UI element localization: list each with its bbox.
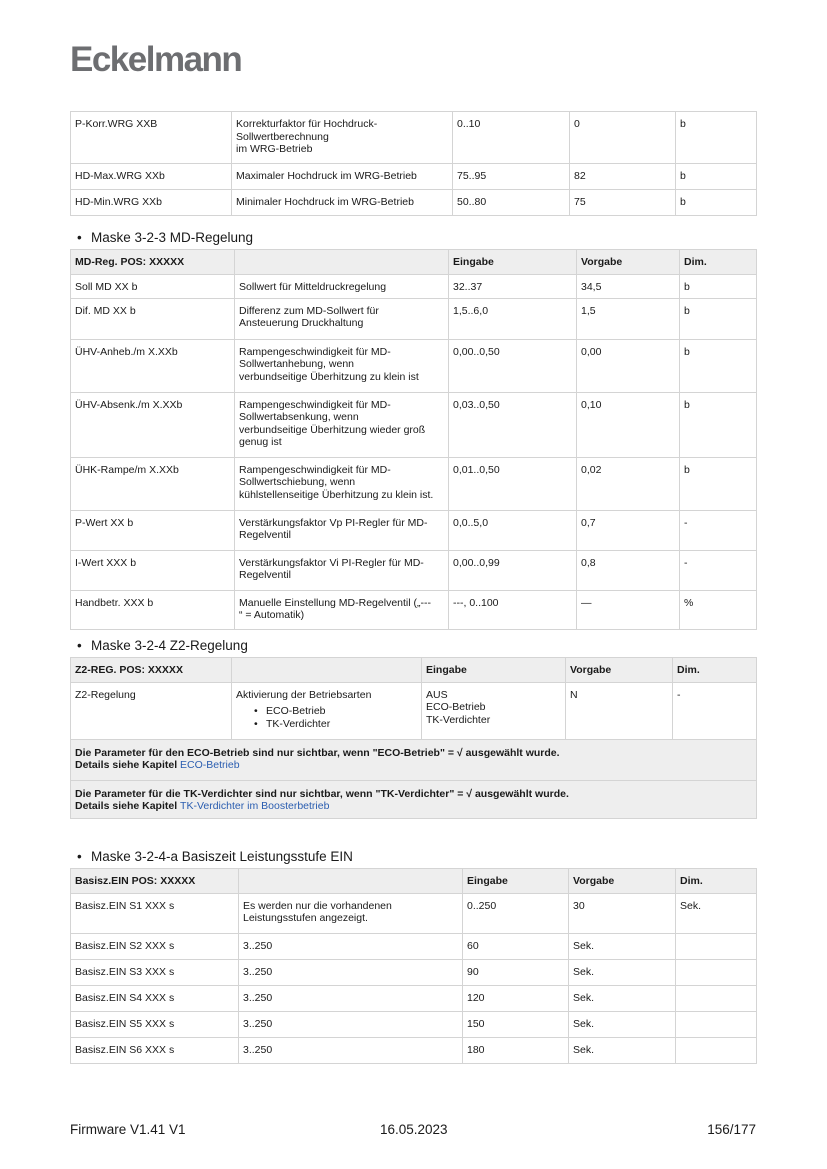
header-dim: Dim. [680,250,757,275]
section-heading-basisz: • Maske 3-2-4-a Basiszeit Leistungsstufe EIN [77,849,353,864]
param-name: HD-Max.WRG XXb [71,164,232,190]
param-dim [676,959,757,985]
table-row [71,682,757,739]
param-name: P-Wert XX b [71,510,235,550]
param-dim: - [680,510,757,550]
param-desc: 3..250 [239,933,463,959]
table-header-row [71,658,757,683]
param-desc: Rampengeschwindigkeit für MD- Sollwertanhebung, wenn verbundseitige Überhitzung zu klein ist [235,339,449,392]
note-cell [71,739,757,780]
section-title: Maske 3-2-3 MD-Regelung [91,230,254,245]
mode-list [236,705,417,730]
param-default: Sek. [569,985,676,1011]
param-name: Soll MD XX b [71,274,235,298]
param-dim: b [680,392,757,457]
param-dim: b [676,164,757,190]
table-row [71,550,757,590]
param-input: ---, 0..100 [449,590,577,629]
table-row [71,1037,757,1063]
param-default: 0,02 [577,457,680,510]
param-desc: Rampengeschwindigkeit für MD- Sollwertabsenkung, wenn verbundseitige Überhitzung wieder groß genug ist [235,392,449,457]
param-desc: Rampengeschwindigkeit für MD- Sollwertschiebung, wenn kühlstellenseitige Überhitzung zu klein ist. [235,457,449,510]
param-input: 32..37 [449,274,577,298]
footer-date: 16.05.2023 [380,1122,448,1137]
details-label: Details siehe Kapitel [75,800,178,812]
param-dim: b [680,339,757,392]
param-desc: Sollwert für Mitteldruckregelung [235,274,449,298]
table-row [71,164,757,190]
param-name: Basisz.EIN S4 XXX s [71,985,239,1011]
param-default: 0,10 [577,392,680,457]
param-input: 150 [463,1011,569,1037]
param-default: 30 [569,893,676,933]
table-header-row [71,250,757,275]
header-desc [235,250,449,275]
param-name: HD-Min.WRG XXb [71,190,232,216]
param-name: ÜHV-Anheb./m X.XXb [71,339,235,392]
footer-firmware: Firmware V1.41 V1 [70,1122,186,1137]
table-row [71,510,757,550]
note-text: Die Parameter für die TK-Verdichter sind nur sichtbar, wenn "TK-Verdichter" = √ ausgewählt wurde. [75,787,569,800]
param-desc: Differenz zum MD-Sollwert für Ansteuerung Druckhaltung [235,298,449,339]
param-input: 0..10 [453,112,570,164]
param-input: 0..250 [463,893,569,933]
param-dim: b [676,190,757,216]
header-dim: Dim. [676,869,757,894]
param-name: Basisz.EIN S6 XXX s [71,1037,239,1063]
param-default: — [577,590,680,629]
param-dim: Sek. [676,893,757,933]
section-heading-md: • Maske 3-2-3 MD-Regelung [77,230,254,245]
section-title: Maske 3-2-4 Z2-Regelung [91,638,248,653]
header-name: Basisz.EIN POS: XXXXX [71,869,239,894]
table-row [71,893,757,933]
header-default: Vorgabe [569,869,676,894]
header-default: Vorgabe [577,250,680,275]
param-input: 0,01..0,50 [449,457,577,510]
param-dim: - [680,550,757,590]
section-title: Maske 3-2-4-a Basiszeit Leistungsstufe EIN [91,849,353,864]
header-desc [239,869,463,894]
note-row-tk [71,780,757,818]
header-name: MD-Reg. POS: XXXXX [71,250,235,275]
param-input: 0,0..5,0 [449,510,577,550]
param-desc: Manuelle Einstellung MD-Regelventil („--- “ = Automatik) [235,590,449,629]
param-dim: - [673,682,757,739]
param-input: 0,00..0,50 [449,339,577,392]
param-default: N [566,682,673,739]
param-input: 60 [463,933,569,959]
param-input: 50..80 [453,190,570,216]
param-input: 120 [463,985,569,1011]
param-name: Dif. MD XX b [71,298,235,339]
param-dim: % [680,590,757,629]
table-row [71,274,757,298]
param-desc-text: Aktivierung der Betriebsarten [236,688,372,701]
eco-betrieb-link[interactable]: ECO-Betrieb [180,759,240,771]
header-name: Z2-REG. POS: XXXXX [71,658,232,683]
param-default: 34,5 [577,274,680,298]
list-item: • ECO-Betrieb [254,705,417,718]
z2-regelung-table [70,657,757,819]
param-default: 1,5 [577,298,680,339]
param-name: Basisz.EIN S5 XXX s [71,1011,239,1037]
table-row [71,457,757,510]
param-desc: Minimaler Hochdruck im WRG-Betrieb [232,190,453,216]
param-desc: Verstärkungsfaktor Vi PI-Regler für MD- Regelventil [235,550,449,590]
header-input: Eingabe [422,658,566,683]
param-desc: 3..250 [239,985,463,1011]
param-default: 0,00 [577,339,680,392]
param-dim: b [680,298,757,339]
table-row [71,298,757,339]
param-desc: 3..250 [239,1037,463,1063]
table-row [71,190,757,216]
param-desc: Korrekturfaktor für Hochdruck- Sollwertberechnung im WRG-Betrieb [232,112,453,164]
param-dim: b [680,274,757,298]
param-input: 0,00..0,99 [449,550,577,590]
param-name: P-Korr.WRG XXB [71,112,232,164]
basiszeit-table [70,868,757,1064]
md-regelung-table [70,249,757,630]
section-heading-z2: • Maske 3-2-4 Z2-Regelung [77,638,248,653]
note-row-eco [71,739,757,780]
param-default: 0,8 [577,550,680,590]
param-desc: Maximaler Hochdruck im WRG-Betrieb [232,164,453,190]
tk-verdichter-link[interactable]: TK-Verdichter im Boosterbetrieb [180,800,330,812]
param-dim [676,1037,757,1063]
param-input: AUS ECO-Betrieb TK-Verdichter [422,682,566,739]
note-details [75,759,752,772]
param-desc: Es werden nur die vorhandenen Leistungsstufen angezeigt. [239,893,463,933]
param-input: 90 [463,959,569,985]
param-input: 75..95 [453,164,570,190]
param-default: 0,7 [577,510,680,550]
param-dim: b [676,112,757,164]
param-name: Z2-Regelung [71,682,232,739]
table-row [71,392,757,457]
param-dim [676,985,757,1011]
table-row [71,1011,757,1037]
table-row [71,985,757,1011]
details-label: Details siehe Kapitel [75,759,178,771]
table-row [71,339,757,392]
param-default: 0 [570,112,676,164]
param-name: I-Wert XXX b [71,550,235,590]
header-input: Eingabe [463,869,569,894]
param-name: Basisz.EIN S1 XXX s [71,893,239,933]
param-name: ÜHV-Absenk./m X.XXb [71,392,235,457]
header-default: Vorgabe [566,658,673,683]
param-default: Sek. [569,933,676,959]
header-input: Eingabe [449,250,577,275]
note-text: Die Parameter für den ECO-Betrieb sind nur sichtbar, wenn "ECO-Betrieb" = √ ausgewählt wurde. [75,746,560,759]
param-dim [676,1011,757,1037]
param-input: 1,5..6,0 [449,298,577,339]
param-default: 82 [570,164,676,190]
param-name: Handbetr. XXX b [71,590,235,629]
param-input: 180 [463,1037,569,1063]
param-dim: b [680,457,757,510]
table-row [71,933,757,959]
param-name: ÜHK-Rampe/m X.XXb [71,457,235,510]
table-header-row [71,869,757,894]
param-desc: 3..250 [239,1011,463,1037]
note-details [75,800,752,813]
param-default: Sek. [569,959,676,985]
wrg-parameter-table [70,111,757,216]
table-row [71,959,757,985]
footer-page-number: 156/177 [707,1122,756,1137]
param-default: Sek. [569,1037,676,1063]
param-name: Basisz.EIN S2 XXX s [71,933,239,959]
list-item: • TK-Verdichter [254,718,417,731]
header-dim: Dim. [673,658,757,683]
table-row [71,590,757,629]
param-desc: 3..250 [239,959,463,985]
table-row [71,112,757,164]
param-dim [676,933,757,959]
param-name: Basisz.EIN S3 XXX s [71,959,239,985]
param-desc: Verstärkungsfaktor Vp PI-Regler für MD- Regelventil [235,510,449,550]
header-desc [232,658,422,683]
note-cell [71,780,757,818]
param-default: 75 [570,190,676,216]
param-input: 0,03..0,50 [449,392,577,457]
param-default: Sek. [569,1011,676,1037]
eckelmann-logo: Eckelmann [70,40,242,79]
param-desc [232,682,422,739]
